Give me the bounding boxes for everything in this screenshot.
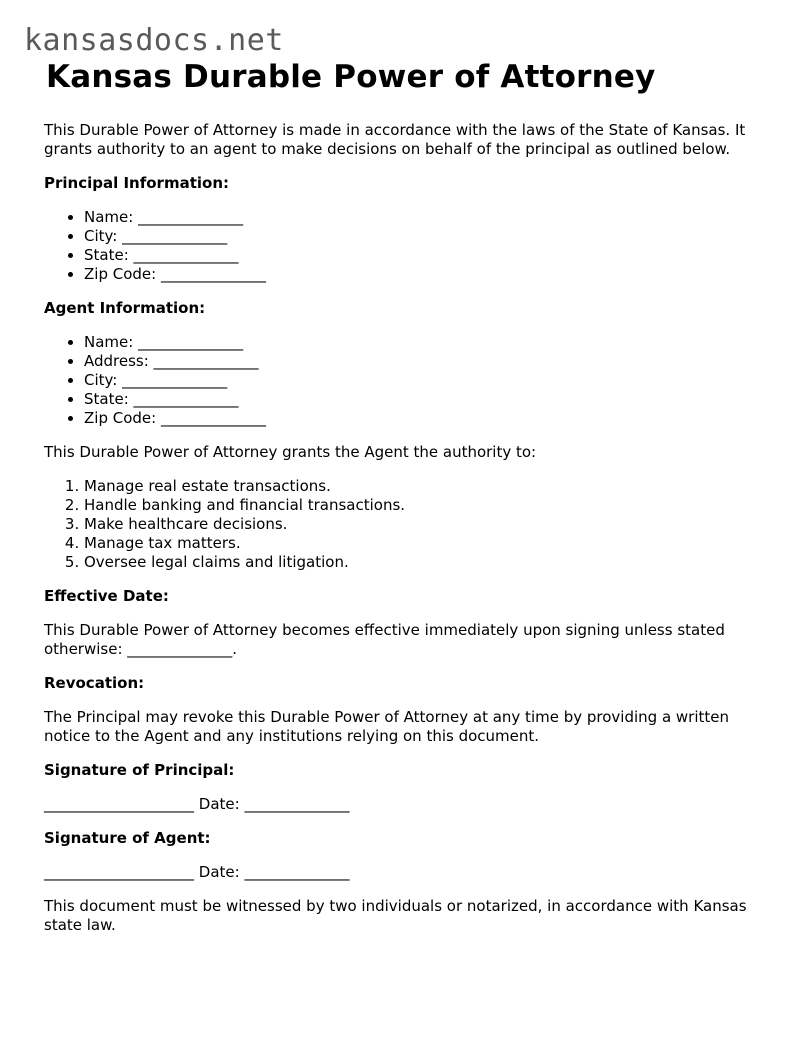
principal-info-list <box>44 208 774 284</box>
principal-name-field: • Name: ______________ <box>84 208 774 227</box>
document-title: Kansas Durable Power of Attorney <box>46 59 656 95</box>
effective-date-text: This Durable Power of Attorney becomes effective immediately upon signing unless stated otherwise: ______________. <box>44 621 725 658</box>
principal-signature-heading: Signature of Principal: <box>44 761 235 779</box>
agent-state-field: • State: ______________ <box>84 390 774 409</box>
principal-zip-field: • Zip Code: ______________ <box>84 265 774 284</box>
authority-item: 2. Handle banking and financial transactions. <box>84 496 774 515</box>
authority-item: 3. Make healthcare decisions. <box>84 515 774 534</box>
agent-info-heading: Agent Information: <box>44 299 206 317</box>
agent-name-field: • Name: ______________ <box>84 333 774 352</box>
agent-zip-field: • Zip Code: ______________ <box>84 409 774 428</box>
authority-item: 5. Oversee legal claims and litigation. <box>84 553 774 572</box>
effective-date-heading: Effective Date: <box>44 587 169 605</box>
authority-item: 4. Manage tax matters. <box>84 534 774 553</box>
authority-list <box>44 477 774 572</box>
principal-signature-line: ____________________ Date: ______________ <box>44 795 350 813</box>
document-body <box>44 56 774 950</box>
agent-signature-heading: Signature of Agent: <box>44 829 211 847</box>
site-watermark: kansasdocs.net <box>24 23 284 58</box>
agent-city-field: • City: ______________ <box>84 371 774 390</box>
principal-info-heading: Principal Information: <box>44 174 230 192</box>
closing-paragraph: This document must be witnessed by two individuals or notarized, in accordance with Kansas state law. <box>44 897 747 934</box>
principal-state-field: • State: ______________ <box>84 246 774 265</box>
authority-intro: This Durable Power of Attorney grants the Agent the authority to: <box>44 443 537 461</box>
revocation-heading: Revocation: <box>44 674 145 692</box>
revocation-text: The Principal may revoke this Durable Power of Attorney at any time by providing a written notice to the Agent and any institutions relying on this document. <box>44 708 730 745</box>
authority-item: 1. Manage real estate transactions. <box>84 477 774 496</box>
principal-city-field: • City: ______________ <box>84 227 774 246</box>
agent-signature-line: ____________________ Date: ______________ <box>44 863 350 881</box>
agent-address-field: • Address: ______________ <box>84 352 774 371</box>
agent-info-list <box>44 333 774 428</box>
intro-paragraph: This Durable Power of Attorney is made in accordance with the laws of the State of Kansas. It grants authority to an agent to make decisions on behalf of the principal as outlined below. <box>44 121 746 158</box>
